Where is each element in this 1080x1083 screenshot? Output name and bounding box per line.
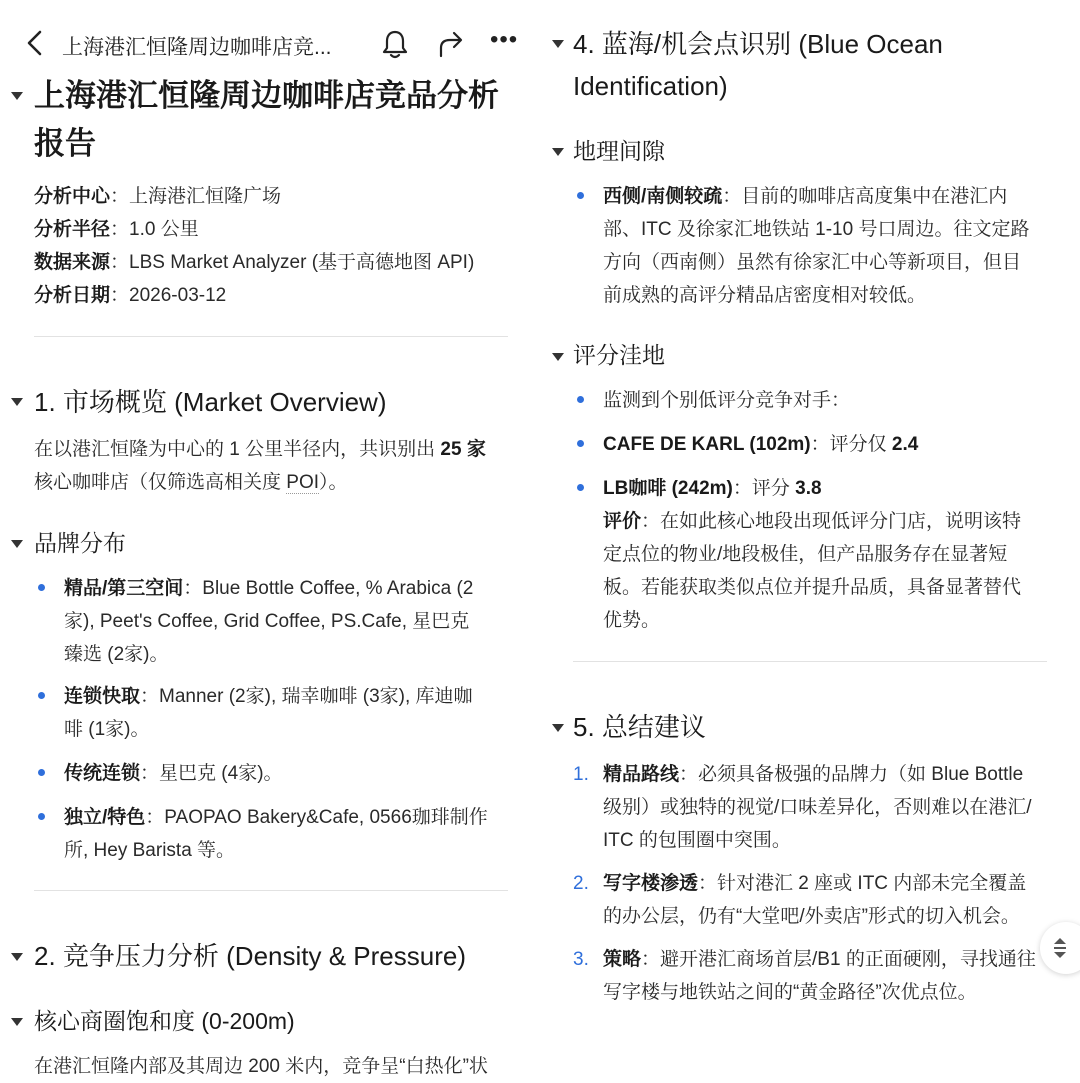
list-item: 连锁快取：Manner (2家), 瑞幸咖啡 (3家), 库迪咖 啡 (1家)。 [64,680,514,746]
scroll-arrows-icon [1040,922,1080,974]
page-title: 上海港汇恒隆周边咖啡店竞... [62,36,332,59]
meta-analysis-center: 分析中心：上海港汇恒隆广场 [34,186,282,207]
divider [34,336,508,337]
list-item: 西侧/南侧较疏：目前的咖啡店高度集中在港汇内 部、ITC 及徐家汇地铁站 1-10 号口周边。往文定路 方向（西南侧）虽然有徐家汇中心等新项目，但目 前成熟的高评分精品店密度相对较低。 [603,180,1073,312]
section-4-heading: 4. 蓝海/机会点识别 (Blue Ocean Identification) [573,29,943,101]
section-5-heading: 5. 总结建议 [573,712,706,742]
list-item: 1. 精品路线：必须具备极强的品牌力（如 Blue Bottle 级别）或独特的视觉/口味差异化，否则难以在港汇/ ITC 的包围圈中突围。 [573,764,1032,851]
back-icon[interactable] [22,28,48,58]
bullet-dot [38,584,45,591]
more-options-icon[interactable]: ••• [490,26,519,53]
list-item: LB咖啡 (242m)：评分 3.8 评价：在如此核心地段出现低评分门店，说明该特 定点位的物业/地段极佳，但产品服务存在显著短 板。若能获取类似点位并提升品质，具备显著替代 优势。 [603,472,1073,637]
meta-data-source: 数据来源：LBS Market Analyzer (基于高德地图 API) [34,252,475,273]
section-1-heading: 1. 市场概览 (Market Overview) [34,387,387,417]
brand-distribution-heading: 品牌分布 [34,530,126,556]
scroll-toggle-button[interactable] [1040,922,1080,974]
bullet-dot [577,440,584,447]
list-item: 2. 写字楼渗透：针对港汇 2 座或 ITC 内部未完全覆盖 的办公层，仍有“大堂吧/外卖店”形式的切入机会。 [573,873,1027,927]
bullet-dot [38,692,45,699]
bullet-dot [38,769,45,776]
list-item: 精品/第三空间：Blue Bottle Coffee, % Arabica (2 家), Peet's Coffee, Grid Coffee, PS.Cafe, 星巴克 臻选 (2家)。 [64,572,514,671]
bullet-dot [38,813,45,820]
collapse-caret-icon[interactable] [11,540,23,548]
list-item: 监测到个别低评分竞争对手： [603,384,1073,417]
share-icon[interactable] [436,28,466,60]
list-item: CAFE DE KARL (102m)：评分仅 2.4 [603,428,1073,461]
collapse-caret-icon[interactable] [11,953,23,961]
bullet-dot [577,484,584,491]
collapse-caret-icon[interactable] [552,148,564,156]
collapse-caret-icon[interactable] [552,40,564,48]
section-2-heading: 2. 竞争压力分析 (Density & Pressure) [34,941,466,971]
collapse-caret-icon[interactable] [11,92,23,100]
market-overview-text: 在以港汇恒隆为中心的 1 公里半径内，共识别出 25 家 核心咖啡店（仅筛选高相关度 POI）。 [34,439,486,493]
divider [573,661,1047,662]
collapse-caret-icon[interactable] [552,353,564,361]
list-item: 传统连锁：星巴克 (4家)。 [64,757,514,790]
bell-icon[interactable] [380,28,410,60]
collapse-caret-icon[interactable] [11,1018,23,1026]
rating-depression-heading: 评分洼地 [573,342,665,368]
meta-analysis-radius: 分析半径：1.0 公里 [34,219,199,240]
bullet-dot [577,396,584,403]
geo-gap-heading: 地理间隙 [573,138,665,164]
report-title: 上海港汇恒隆周边咖啡店竞品分析报告 [34,78,499,161]
core-saturation-heading: 核心商圈饱和度 (0-200m) [34,1008,295,1034]
top-bar [0,22,540,66]
collapse-caret-icon[interactable] [552,724,564,732]
core-saturation-text: 在港汇恒隆内部及其周边 200 米内，竞争呈“白热化”状 [34,1056,488,1077]
list-item: 独立/特色：PAOPAO Bakery&Cafe, 0566珈琲制作 所, Hey Barista 等。 [64,801,514,867]
collapse-caret-icon[interactable] [11,398,23,406]
list-item: 3. 策略：避开港汇商场首层/B1 的正面硬刚，寻找通往 写字楼与地铁站之间的“黄金路径”次优点位。 [573,949,1036,1003]
meta-analysis-date: 分析日期：2026-03-12 [34,285,227,306]
divider [34,890,508,891]
bullet-dot [577,192,584,199]
